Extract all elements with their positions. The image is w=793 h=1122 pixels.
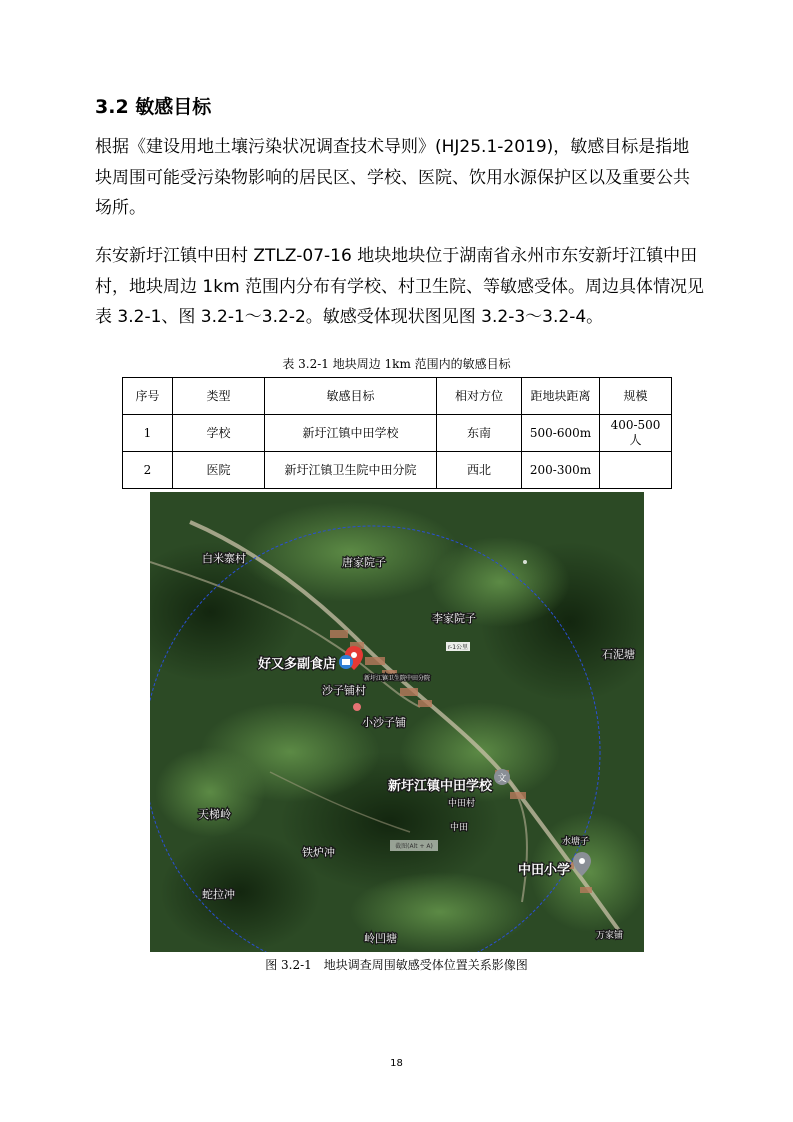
table-row	[123, 452, 672, 489]
map-label-li-jia: 李家院子	[432, 612, 476, 625]
table-header-row	[123, 378, 672, 415]
header-scale: 规模	[600, 378, 672, 415]
section-heading: 3.2 敏感目标	[95, 96, 212, 118]
cell-distance: 500-600m	[522, 415, 600, 452]
cell-direction: 西北	[437, 452, 522, 489]
road-sign	[446, 642, 470, 651]
map-label-she-la-chong: 蛇拉冲	[202, 888, 235, 901]
map-label-shui-tang-zi: 水塘子	[562, 837, 590, 847]
cell-index: 2	[123, 452, 173, 489]
header-target: 敏感目标	[265, 378, 437, 415]
map-label-tian-ti-ling: 天梯岭	[198, 808, 231, 821]
map-label-tie-lu-chong: 铁炉冲	[302, 846, 335, 859]
sensitive-targets-table	[122, 377, 672, 489]
map-label-ling-ao-tang: 岭凹塘	[364, 932, 397, 945]
satellite-map	[150, 492, 644, 952]
map-label-sha-zi-pu: 沙子铺村	[322, 684, 366, 697]
header-direction: 相对方位	[437, 378, 522, 415]
cell-direction: 东南	[437, 415, 522, 452]
store-pin	[339, 655, 353, 669]
map-label-bai-mi-zhai: 白米寨村	[202, 552, 246, 565]
cell-scale: 400-500 人	[600, 415, 672, 452]
header-type: 类型	[173, 378, 265, 415]
map-label-wan-jia-pu: 万家铺	[596, 931, 624, 941]
paragraph-site-description: 东安新圩江镇中田村 ZTLZ-07-16 地块地块位于湖南省永州市东安新圩江镇中田村，地块周边 1km 范围内分布有学校、村卫生院、等敏感受体。周边具体情况见表 3.2-1、图 3.2-1～3.2-2。敏感受体现状图见图 3.2-3～3.2-4。	[95, 246, 705, 327]
cell-target: 新圩江镇中田学校	[265, 415, 437, 452]
map-label-school: 新圩江镇中田学校	[388, 779, 493, 794]
road-sign-label: r-1公里	[447, 644, 469, 651]
satellite-map-canvas	[150, 492, 644, 952]
map-label-shi-ni-tang: 石泥塘	[602, 648, 635, 661]
map-label-primary-school: 中田小学	[518, 863, 571, 878]
watermark-label: 截图(Alt + A)	[395, 843, 433, 850]
paragraph-definition: 根据《建设用地土壤污染状况调查技术导则》(HJ25.1-2019)，敏感目标是指地块周围可能受污染物影响的居民区、学校、医院、饮用水源保护区以及重要公共场所。	[95, 137, 690, 218]
svg-text:文: 文	[497, 774, 507, 784]
cell-scale	[600, 452, 672, 489]
map-label-store: 好又多副食店	[258, 657, 337, 672]
cell-type: 学校	[173, 415, 265, 452]
figure-caption: 图 3.2-1 地块调查周围敏感受体位置关系影像图	[265, 958, 528, 972]
village-pin	[353, 703, 361, 711]
header-index: 序号	[123, 378, 173, 415]
table-caption: 表 3.2-1 地块周边 1km 范围内的敏感目标	[282, 357, 511, 371]
school-pin	[494, 769, 510, 785]
cell-distance: 200-300m	[522, 452, 600, 489]
screenshot-watermark	[390, 840, 438, 851]
map-label-zhong-tian-cun: 中田村	[448, 799, 476, 809]
table-row	[123, 415, 672, 452]
cell-index: 1	[123, 415, 173, 452]
map-label-hospital: 新圩江镇卫生院中田分院	[364, 675, 431, 682]
map-label-xiao-sha-zi: 小沙子铺	[362, 716, 406, 729]
cell-target: 新圩江镇卫生院中田分院	[265, 452, 437, 489]
map-label-tang-jia: 唐家院子	[342, 556, 386, 569]
page-number: 18	[390, 1058, 403, 1069]
header-distance: 距地块距离	[522, 378, 600, 415]
cell-type: 医院	[173, 452, 265, 489]
map-label-zhong-tian: 中田	[450, 823, 469, 833]
